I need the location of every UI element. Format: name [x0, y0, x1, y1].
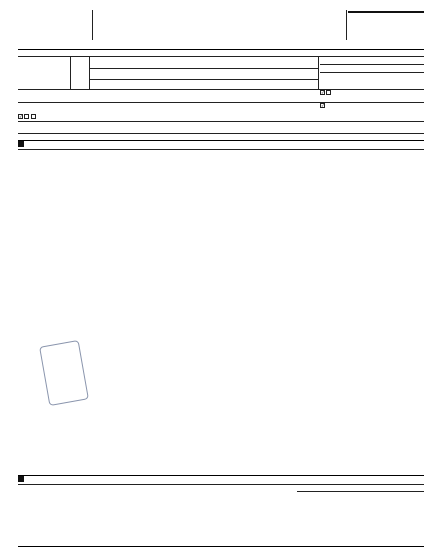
line-j-rule: [18, 121, 424, 122]
j-4947-checkbox[interactable]: [24, 114, 29, 119]
divider-d: [318, 57, 319, 89]
open-public-banner: [348, 11, 424, 13]
phone-value[interactable]: [320, 65, 424, 72]
part1-header: [18, 141, 424, 149]
form-number-block: [18, 10, 88, 38]
accrual-checkbox[interactable]: [326, 90, 331, 95]
footer: [18, 547, 424, 553]
divider-b: [70, 57, 71, 89]
street-rule: [89, 79, 318, 80]
phone-rule: [320, 72, 424, 73]
j-527-checkbox[interactable]: [31, 114, 36, 119]
header-divider-right: [346, 10, 347, 40]
part2-col-rule: [297, 491, 424, 492]
ein-value[interactable]: [320, 57, 424, 64]
check-h: [320, 103, 424, 108]
cash-checkbox[interactable]: ✓: [321, 90, 325, 95]
divider-please: [89, 57, 90, 89]
header-divider-left: [92, 10, 93, 40]
check-h-checkbox[interactable]: ✓: [321, 103, 325, 108]
org-name-rule: [89, 68, 318, 69]
website-row: [18, 104, 318, 111]
received-stamp-text: [41, 343, 78, 350]
check-b-block: [18, 57, 70, 89]
part2-header-rule: [18, 484, 424, 485]
part1-tag: [18, 141, 24, 147]
omb-block: [348, 9, 424, 13]
line-j: [18, 114, 318, 119]
received-stamp: [39, 340, 89, 406]
part2-tag: [18, 476, 24, 482]
part2-header: [18, 476, 424, 484]
accounting-method: [320, 90, 424, 95]
ein-block: [320, 57, 424, 73]
j-501c-checkbox[interactable]: ✓: [19, 114, 23, 120]
part1-header-rule: [18, 149, 424, 150]
